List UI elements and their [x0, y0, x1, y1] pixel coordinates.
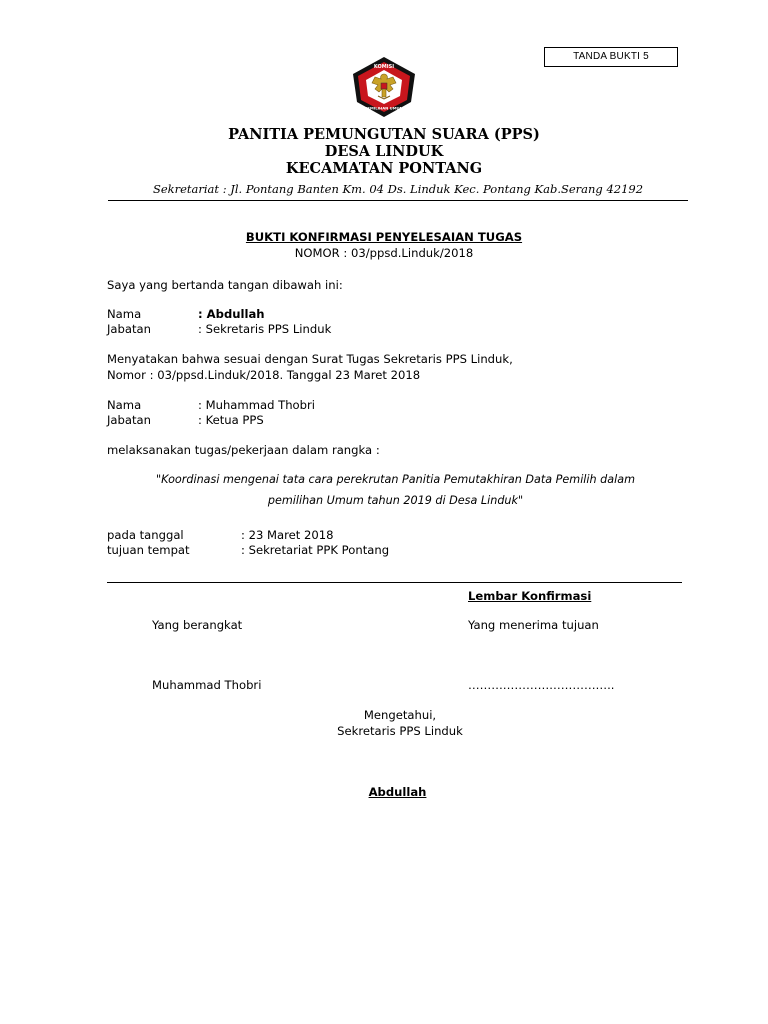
acknowledge-signer-name: Abdullah — [368, 785, 427, 799]
signer-position-value: : Sekretaris PPS Linduk — [198, 322, 332, 336]
acknowledge-line-2: Sekretaris PPS Linduk — [337, 724, 463, 738]
statement-line-2: Nomor : 03/ppsd.Linduk/2018. Tanggal 23 Maret 2018 — [107, 368, 421, 382]
confirmation-divider — [107, 582, 682, 583]
date-value: : 23 Maret 2018 — [241, 528, 334, 542]
task-line-2: pemilihan Umum tahun 2019 di Desa Linduk" — [267, 494, 524, 507]
intro-text: Saya yang bertanda tangan dibawah ini: — [107, 278, 343, 292]
destination-value: : Sekretariat PPK Pontang — [241, 543, 390, 557]
assignee-position-value: : Ketua PPS — [198, 413, 264, 427]
task-intro: melaksanakan tugas/pekerjaan dalam rangka : — [107, 443, 380, 457]
secretariat-address: Sekretariat : Jl. Pontang Banten Km. 04 Ds. Linduk Kec. Pontang Kab.Serang 42192 — [152, 182, 644, 196]
departing-name: Muhammad Thobri — [152, 678, 262, 692]
document-number: NOMOR : 03/ppsd.Linduk/2018 — [294, 246, 474, 260]
logo-bottom-text: PEMILIHAN UMUM — [364, 105, 404, 111]
signer-name-value: : Abdullah — [198, 307, 265, 321]
assignee-position-label: Jabatan — [107, 413, 151, 427]
header-line-2: DESA LINDUK — [324, 143, 444, 160]
kpu-logo-icon — [351, 56, 417, 118]
departing-role: Yang berangkat — [152, 618, 243, 632]
evidence-tag: TANDA BUKTI 5 — [544, 47, 678, 67]
date-label: pada tanggal — [107, 528, 184, 542]
receiving-role: Yang menerima tujuan — [468, 618, 599, 632]
logo-top-text: KOMISI — [373, 64, 395, 70]
acknowledge-line-1: Mengetahui, — [363, 708, 437, 722]
signer-name-label: Nama — [107, 307, 142, 321]
header-line-1: PANITIA PEMUNGUTAN SUARA (PPS) — [228, 126, 540, 143]
statement-line-1: Menyatakan bahwa sesuai dengan Surat Tugas Sekretaris PPS Linduk, — [107, 352, 513, 366]
destination-label: tujuan tempat — [107, 543, 190, 557]
document-title: BUKTI KONFIRMASI PENYELESAIAN TUGAS — [245, 230, 523, 244]
header-line-3: KECAMATAN PONTANG — [285, 160, 483, 177]
confirmation-title: Lembar Konfirmasi — [468, 589, 592, 603]
assignee-name-value: : Muhammad Thobri — [198, 398, 316, 412]
receiving-name-placeholder: ……………………………….. — [468, 678, 615, 692]
header-divider — [108, 200, 688, 201]
task-line-1: "Koordinasi mengenai tata cara perekrutan Panitia Pemutakhiran Data Pemilih dalam — [155, 473, 635, 486]
signer-position-label: Jabatan — [107, 322, 151, 336]
assignee-name-label: Nama — [107, 398, 142, 412]
